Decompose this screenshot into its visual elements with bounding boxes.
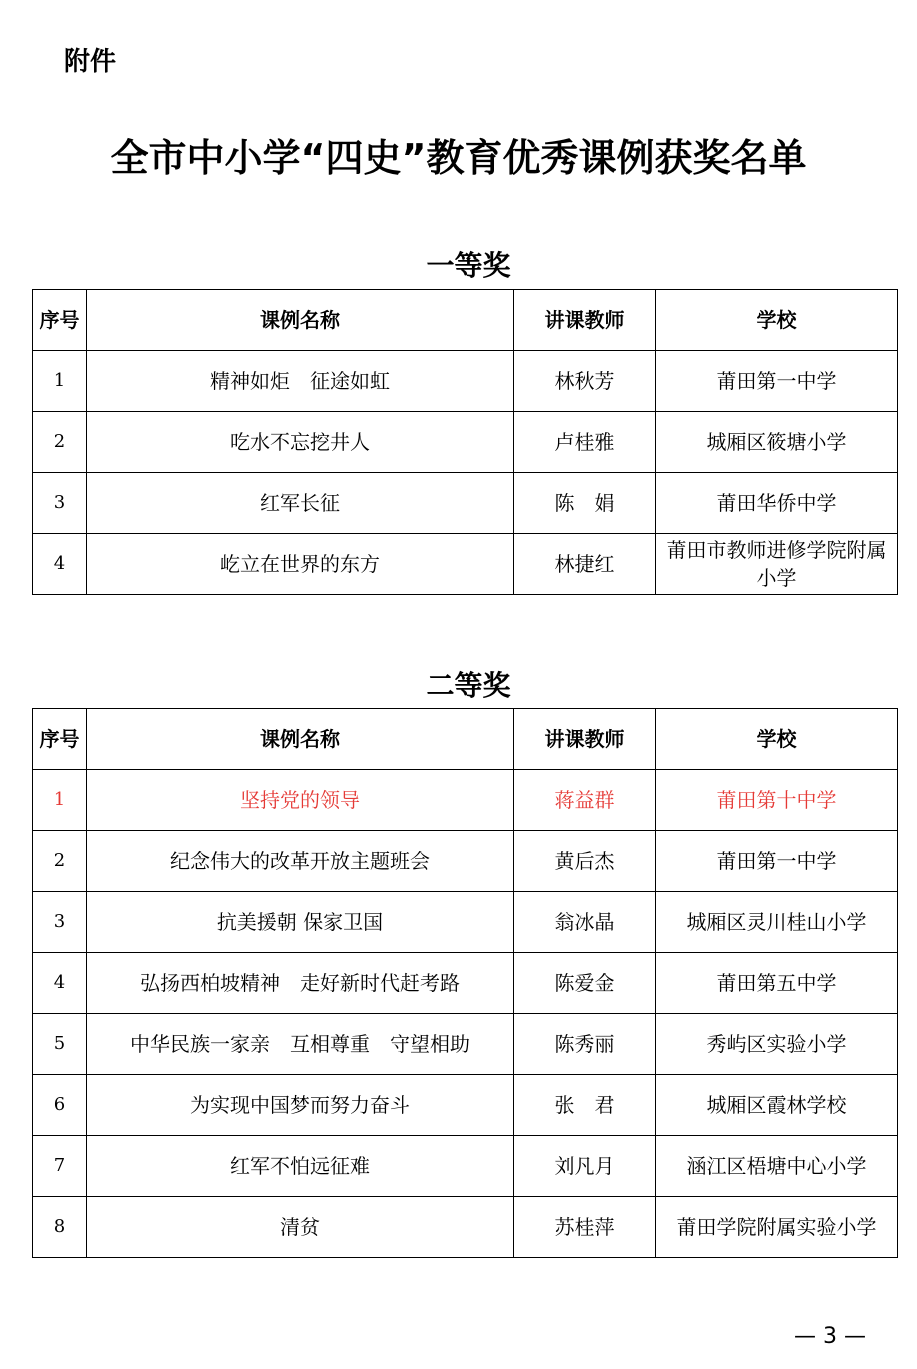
course-name: 纪念伟大的改革开放主题班会 <box>87 831 514 892</box>
table-row <box>33 892 898 953</box>
row-number: 2 <box>33 831 87 892</box>
column-header-school: 学校 <box>656 709 898 770</box>
school-name: 城厢区灵川桂山小学 <box>656 892 898 953</box>
row-number: 7 <box>33 1136 87 1197</box>
column-header-teacher: 讲课教师 <box>514 709 656 770</box>
row-number: 5 <box>33 1014 87 1075</box>
table-row <box>33 1014 898 1075</box>
table-row <box>33 953 898 1014</box>
teacher-name: 刘凡月 <box>514 1136 656 1197</box>
teacher-name: 陈秀丽 <box>514 1014 656 1075</box>
teacher-name: 蒋益群 <box>514 770 656 831</box>
table-row <box>33 831 898 892</box>
row-number: 2 <box>33 412 87 473</box>
school-name: 莆田学院附属实验小学 <box>656 1197 898 1258</box>
school-name: 秀屿区实验小学 <box>656 1014 898 1075</box>
course-name: 红军长征 <box>87 473 514 534</box>
course-name: 抗美援朝 保家卫国 <box>87 892 514 953</box>
school-name: 城厢区筱塘小学 <box>656 412 898 473</box>
table-row <box>33 412 898 473</box>
row-number: 1 <box>33 351 87 412</box>
teacher-name: 黄后杰 <box>514 831 656 892</box>
table-row <box>33 1075 898 1136</box>
school-name: 莆田第一中学 <box>656 831 898 892</box>
first-prize-table <box>32 289 898 595</box>
school-name: 莆田第一中学 <box>656 351 898 412</box>
table-row <box>33 1197 898 1258</box>
course-name: 为实现中国梦而努力奋斗 <box>87 1075 514 1136</box>
row-number: 4 <box>33 534 87 595</box>
row-number: 1 <box>33 770 87 831</box>
column-header-school: 学校 <box>656 290 898 351</box>
course-name: 坚持党的领导 <box>87 770 514 831</box>
table-row <box>33 1136 898 1197</box>
course-name: 红军不怕远征难 <box>87 1136 514 1197</box>
teacher-name: 陈爱金 <box>514 953 656 1014</box>
teacher-name: 苏桂萍 <box>514 1197 656 1258</box>
course-name: 精神如炬 征途如虹 <box>87 351 514 412</box>
page-number: — 3 — <box>794 1324 866 1349</box>
school-name: 涵江区梧塘中心小学 <box>656 1136 898 1197</box>
school-name: 莆田市教师进修学院附属小学 <box>656 534 898 595</box>
course-name: 弘扬西柏坡精神 走好新时代赶考路 <box>87 953 514 1014</box>
attachment-label: 附件 <box>64 47 117 77</box>
column-header-course: 课例名称 <box>87 290 514 351</box>
second-prize-table <box>32 708 898 1258</box>
school-name: 莆田华侨中学 <box>656 473 898 534</box>
row-number: 3 <box>33 892 87 953</box>
teacher-name: 张 君 <box>514 1075 656 1136</box>
teacher-name: 林秋芳 <box>514 351 656 412</box>
second-prize-heading: 二等奖 <box>426 669 511 702</box>
school-name: 城厢区霞林学校 <box>656 1075 898 1136</box>
table-header-row <box>33 709 898 770</box>
course-name: 清贫 <box>87 1197 514 1258</box>
table-row <box>33 534 898 595</box>
course-name: 中华民族一家亲 互相尊重 守望相助 <box>87 1014 514 1075</box>
row-number: 8 <box>33 1197 87 1258</box>
teacher-name: 陈 娟 <box>514 473 656 534</box>
row-number: 6 <box>33 1075 87 1136</box>
teacher-name: 林捷红 <box>514 534 656 595</box>
first-prize-heading: 一等奖 <box>426 249 511 282</box>
page-title: 全市中小学“四史”教育优秀课例获奖名单 <box>110 136 807 180</box>
row-number: 4 <box>33 953 87 1014</box>
teacher-name: 卢桂雅 <box>514 412 656 473</box>
column-header-no: 序号 <box>33 290 87 351</box>
column-header-teacher: 讲课教师 <box>514 290 656 351</box>
row-number: 3 <box>33 473 87 534</box>
table-row <box>33 473 898 534</box>
table-row <box>33 351 898 412</box>
table-row-highlighted <box>33 770 898 831</box>
teacher-name: 翁冰晶 <box>514 892 656 953</box>
school-name: 莆田第十中学 <box>656 770 898 831</box>
school-name: 莆田第五中学 <box>656 953 898 1014</box>
table-header-row <box>33 290 898 351</box>
course-name: 吃水不忘挖井人 <box>87 412 514 473</box>
column-header-course: 课例名称 <box>87 709 514 770</box>
course-name: 屹立在世界的东方 <box>87 534 514 595</box>
column-header-no: 序号 <box>33 709 87 770</box>
